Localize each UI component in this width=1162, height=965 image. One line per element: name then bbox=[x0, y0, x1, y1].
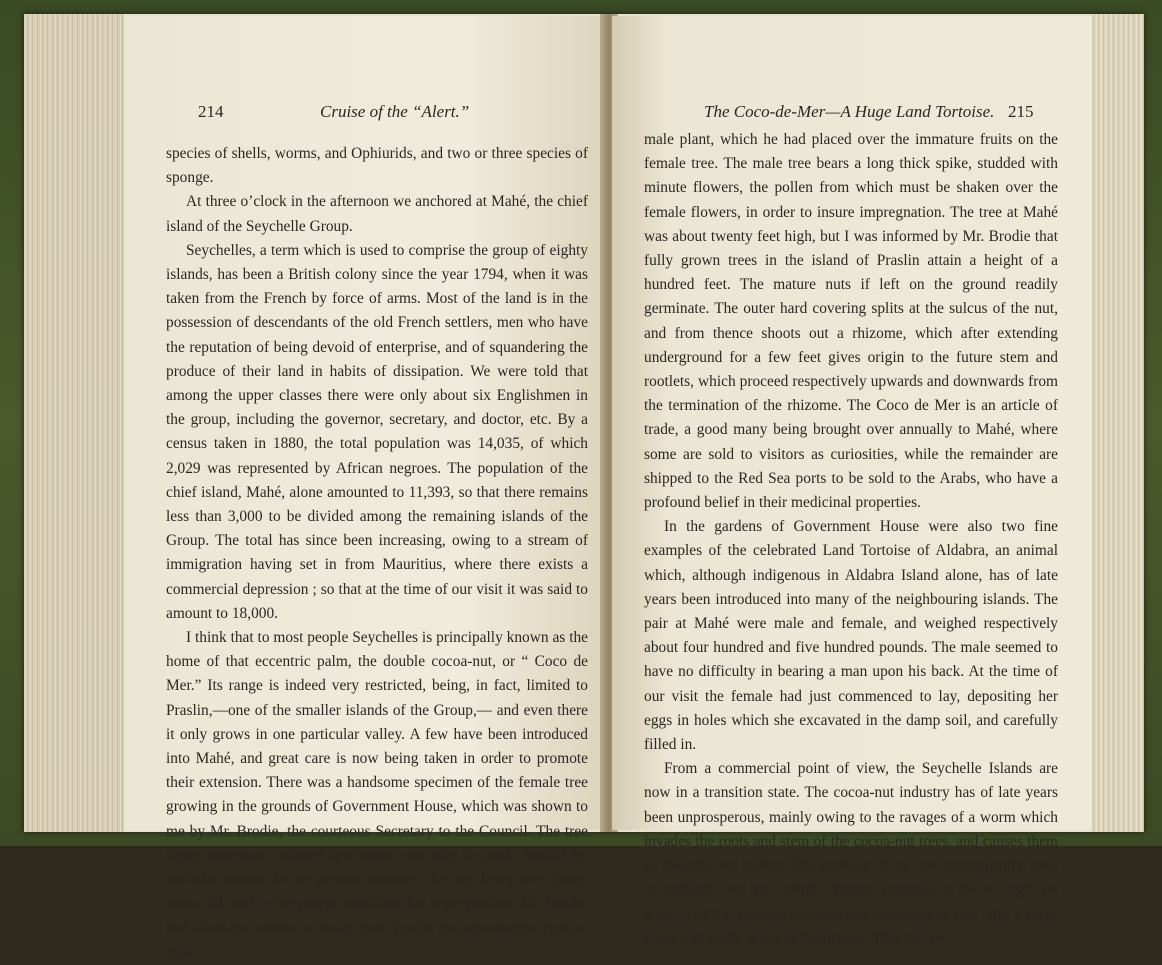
paragraph: At three o’clock in the afternoon we anchored at Mahé, the chief island of the Seychelle Group. bbox=[166, 193, 588, 235]
left-page bbox=[124, 16, 606, 961]
paragraph: From a commercial point of view, the Seychelle Islands are now in a transition state. The cocoa-nut industry has of late years been unprosperous, mainly owing to the ravages of a worm which invades the roots and stem of the cocoa-nut trees, and causes them to dwindle and perish. The produce of oil has consequently been so reduced, and the freight charges continue to be so high, on account of the absence of steamship competition, that only a small margin of profit is left to the planter. This failure bbox=[644, 760, 1058, 947]
right-page bbox=[612, 16, 1092, 947]
right-running-head: The Coco-de-Mer—A Huge Land Tortoise. bbox=[704, 102, 995, 121]
paragraph: species of shells, worms, and Ophiurids, and two or three species of sponge. bbox=[166, 145, 588, 187]
paragraph: In the gardens of Government House were also two fine examples of the celebrated Land Tortoise of Aldabra, an animal which, although indigenous in Aldabra Island alone, has of late years been introduced into many of the neighbouring islands. The pair at Mahé were male and female, and weighed respectively about four hundred and five hundred pounds. The male seemed to have no difficulty in bearing a man upon his back. At the time of our visit the female had just commenced to lay, depositing her eggs in holes which she excavated in the damp soil, and carefully filled in. bbox=[644, 518, 1058, 754]
paragraph: I think that to most people Seychelles is principally known as the home of that eccentric palm, the double cocoa-nut, or “ Coco de Mer.” Its range is indeed very restricted, being, in fact, limited to Praslin,—one of the smaller islands of the Group,— and even there it only grows in one particular valley. A few have been introduced into Mahé, and great care is now being taken in order to promote their extension. There was a handsome specimen of the female tree growing in the grounds of Government House, which was shown to me by Mr. Brodie, the courteous Secretary to the Council. The tree being unisexual, isolated specimens can only be made fruitful by artificial means. In the present instance, the tree being over thirty years old, and in the proper condition for impregnation, Mr. Brodie had taken the trouble to obtain from Praslin the reproductive portion of a bbox=[166, 629, 588, 961]
right-page-number: 215 bbox=[1008, 102, 1034, 121]
paragraph: male plant, which he had placed over the immature fruits on the female tree. The male tree bears a long thick spike, studded with minute flowers, the pollen from which must be shaken over the female flowers, in order to insure impregnation. The tree at Mahé was about twenty feet high, but I was informed by Mr. Brodie that fully grown trees in the island of Praslin attain a height of a hundred feet. The mature nuts if left on the ground readily germinate. The outer hard covering splits at the sulcus of the nut, and from thence shoots out a rhizome, which after extending underground for a few feet gives origin to the future stem and rootlets, which proceed respectively upwards and downwards from the termination of the rhizome. The Coco de Mer is an article of trade, a good many being brought over annually to Mahé, where some are sold to visitors as curiosities, while the remainder are shipped to the Red Sea ports to be sold to the Arabs, who have a profound belief in their medicinal properties. bbox=[644, 131, 1058, 512]
right-page-body bbox=[644, 128, 1058, 951]
left-running-head: Cruise of the “Alert.” bbox=[320, 102, 470, 121]
right-page-edges bbox=[1090, 14, 1144, 832]
paragraph: Seychelles, a term which is used to comprise the group of eighty islands, has been a British colony since the year 1794, when it was taken from the French by force of arms. Most of the land is in the possession of descendants of the old French settlers, men who have the reputation of being devoid of enterprise, and of squandering the produce of their land in habits of dissipation. We were told that among the upper classes there were only about six Englishmen in the group, including the governor, secretary, and doctor, etc. By a census taken in 1880, the total population was 14,035, of which 2,029 was represented by African negroes. The population of the chief island, Mahé, alone amounted to 11,393, so that there remains less than 3,000 to be divided among the remaining islands of the Group. The total has since been increasing, owing to a stream of immigration having set in from Mauritius, where there exists a commercial depression ; so that at the time of our visit it was said to amount to 18,000. bbox=[166, 241, 588, 622]
left-page-body bbox=[166, 142, 588, 965]
left-page-number: 214 bbox=[198, 102, 224, 121]
left-page-edges bbox=[24, 14, 124, 832]
